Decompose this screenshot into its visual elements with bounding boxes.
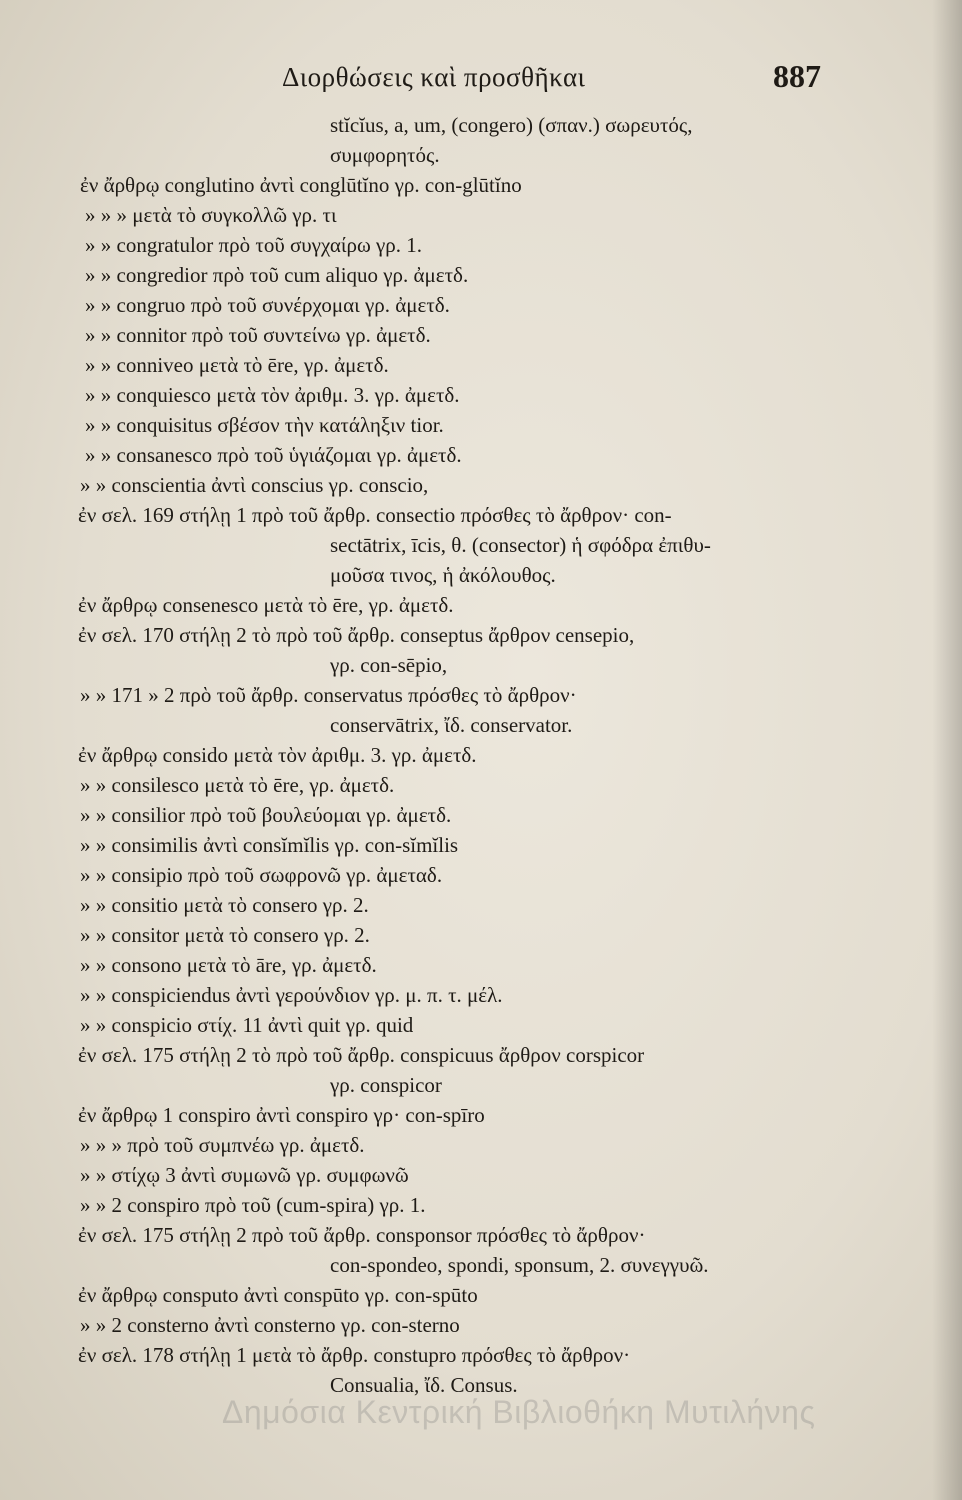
- running-header: Διορθώσεις καὶ προσθῆκαι: [282, 62, 586, 92]
- text-line: » » » πρὸ τοῦ συμπνέω γρ. ἀμετδ.: [80, 1133, 365, 1157]
- text-line: » » consimilis ἀντὶ consĭmĭlis γρ. con-sĭmĭlis: [80, 833, 459, 857]
- text-line: γρ. conspicor: [330, 1073, 442, 1097]
- text-line: » » consipio πρὸ τοῦ σωφρονῶ γρ. ἀμεταδ.: [80, 863, 443, 887]
- text-line: » » conspiciendus ἀντὶ γερούνδιον γρ. μ. π. τ. μέλ.: [80, 983, 503, 1007]
- text-line: συμφορητός.: [330, 143, 440, 167]
- text-line: » » congratulor πρὸ τοῦ συγχαίρω γρ. 1.: [85, 233, 423, 257]
- text-line: » » consilesco μετὰ τὸ ēre, γρ. ἀμετδ.: [80, 773, 395, 797]
- text-line: » » στίχῳ 3 ἀντὶ συμωνῶ γρ. συμφωνῶ: [80, 1163, 409, 1187]
- text-line: » » congredior πρὸ τοῦ cum aliquo γρ. ἀμετδ.: [85, 263, 469, 287]
- text-line: ἐν ἄρθρῳ consputo ἀντὶ conspūto γρ. con-spūto: [78, 1283, 478, 1307]
- text-line: » » 171 » 2 πρὸ τοῦ ἄρθρ. conservatus πρόσθες τὸ ἄρθρον·: [80, 683, 577, 707]
- page-edge-shadow: [932, 0, 962, 1500]
- text-line: ἐν ἄρθρῳ consido μετὰ τὸν ἀριθμ. 3. γρ. ἀμετδ.: [78, 743, 477, 767]
- text-line: » » consanesco πρὸ τοῦ ὑγιάζομαι γρ. ἀμετδ.: [85, 443, 462, 467]
- library-watermark: Δημόσια Κεντρική Βιβλιοθήκη Μυτιλήνης: [222, 1394, 816, 1430]
- text-line: con-spondeo, spondi, sponsum, 2. συνεγγυῶ.: [330, 1253, 709, 1277]
- text-line: » » congruo πρὸ τοῦ συνέρχομαι γρ. ἀμετδ.: [85, 293, 450, 317]
- text-line: » » consilior πρὸ τοῦ βουλεύομαι γρ. ἀμετδ.: [80, 803, 452, 827]
- text-line: ἐν σελ. 169 στήλῃ 1 πρὸ τοῦ ἄρθρ. consectio πρόσθες τὸ ἄρθρον· con-: [78, 503, 672, 527]
- text-line: Consualia, ἴδ. Consus.: [330, 1373, 518, 1397]
- text-line: sectātrix, īcis, θ. (consector) ἡ σφόδρα ἐπιθυ-: [330, 533, 711, 557]
- text-line: » » consono μετὰ τὸ āre, γρ. ἀμετδ.: [80, 953, 377, 977]
- page-number: 887: [773, 58, 821, 94]
- text-line: » » conscientia ἀντὶ conscius γρ. conscio,: [80, 473, 429, 497]
- text-line: conservātrix, ἴδ. conservator.: [330, 713, 573, 737]
- text-line: » » 2 consterno ἀντὶ consterno γρ. con-sterno: [80, 1313, 460, 1337]
- text-line: γρ. con-sēpio,: [330, 653, 448, 677]
- text-line: » » consitor μετὰ τὸ consero γρ. 2.: [80, 923, 370, 947]
- text-line: ἐν ἄρθρῳ conglutino ἀντὶ conglūtĭno γρ. con-glūtĭno: [80, 173, 522, 197]
- text-line: » » 2 conspiro πρὸ τοῦ (cum-spira) γρ. 1.: [80, 1193, 426, 1217]
- text-line: » » connitor πρὸ τοῦ συντείνω γρ. ἀμετδ.: [85, 323, 431, 347]
- text-line: » » consitio μετὰ τὸ consero γρ. 2.: [80, 893, 369, 917]
- text-line: ἐν σελ. 170 στήλῃ 2 τὸ πρὸ τοῦ ἄρθρ. conseptus ἄρθρον censepio,: [78, 623, 635, 647]
- text-line: » » conquisitus σβέσον τὴν κατάληξιν tior.: [85, 413, 444, 437]
- text-line: » » » μετὰ τὸ συγκολλῶ γρ. τι: [85, 203, 337, 227]
- text-line: ἐν σελ. 175 στήλῃ 2 τὸ πρὸ τοῦ ἄρθρ. conspicuus ἄρθρον corspicor: [78, 1043, 645, 1067]
- text-line: ἐν ἄρθρῳ 1 conspiro ἀντὶ conspiro γρ· con-spīro: [78, 1103, 485, 1127]
- text-line: » » conspicio στίχ. 11 ἀντὶ quit γρ. quid: [80, 1013, 414, 1037]
- errata-text-block: [0, 112, 962, 1402]
- text-line: ἐν ἄρθρῳ consenesco μετὰ τὸ ēre, γρ. ἀμετδ.: [78, 593, 454, 617]
- text-line: ἐν σελ. 178 στήλῃ 1 μετὰ τὸ ἄρθρ. constupro πρόσθες τὸ ἄρθρον·: [78, 1343, 631, 1367]
- text-line: ἐν σελ. 175 στήλῃ 2 πρὸ τοῦ ἄρθρ. consponsor πρόσθες τὸ ἄρθρον·: [78, 1223, 646, 1247]
- text-line: » » conquiesco μετὰ τὸν ἀριθμ. 3. γρ. ἀμετδ.: [85, 383, 460, 407]
- text-line: stĭcĭus, a, um, (congero) (σπαν.) σωρευτός,: [330, 113, 693, 137]
- text-line: » » conniveo μετὰ τὸ ēre, γρ. ἀμετδ.: [85, 353, 389, 377]
- text-line: μοῦσα τινος, ἡ ἀκόλουθος.: [330, 563, 556, 587]
